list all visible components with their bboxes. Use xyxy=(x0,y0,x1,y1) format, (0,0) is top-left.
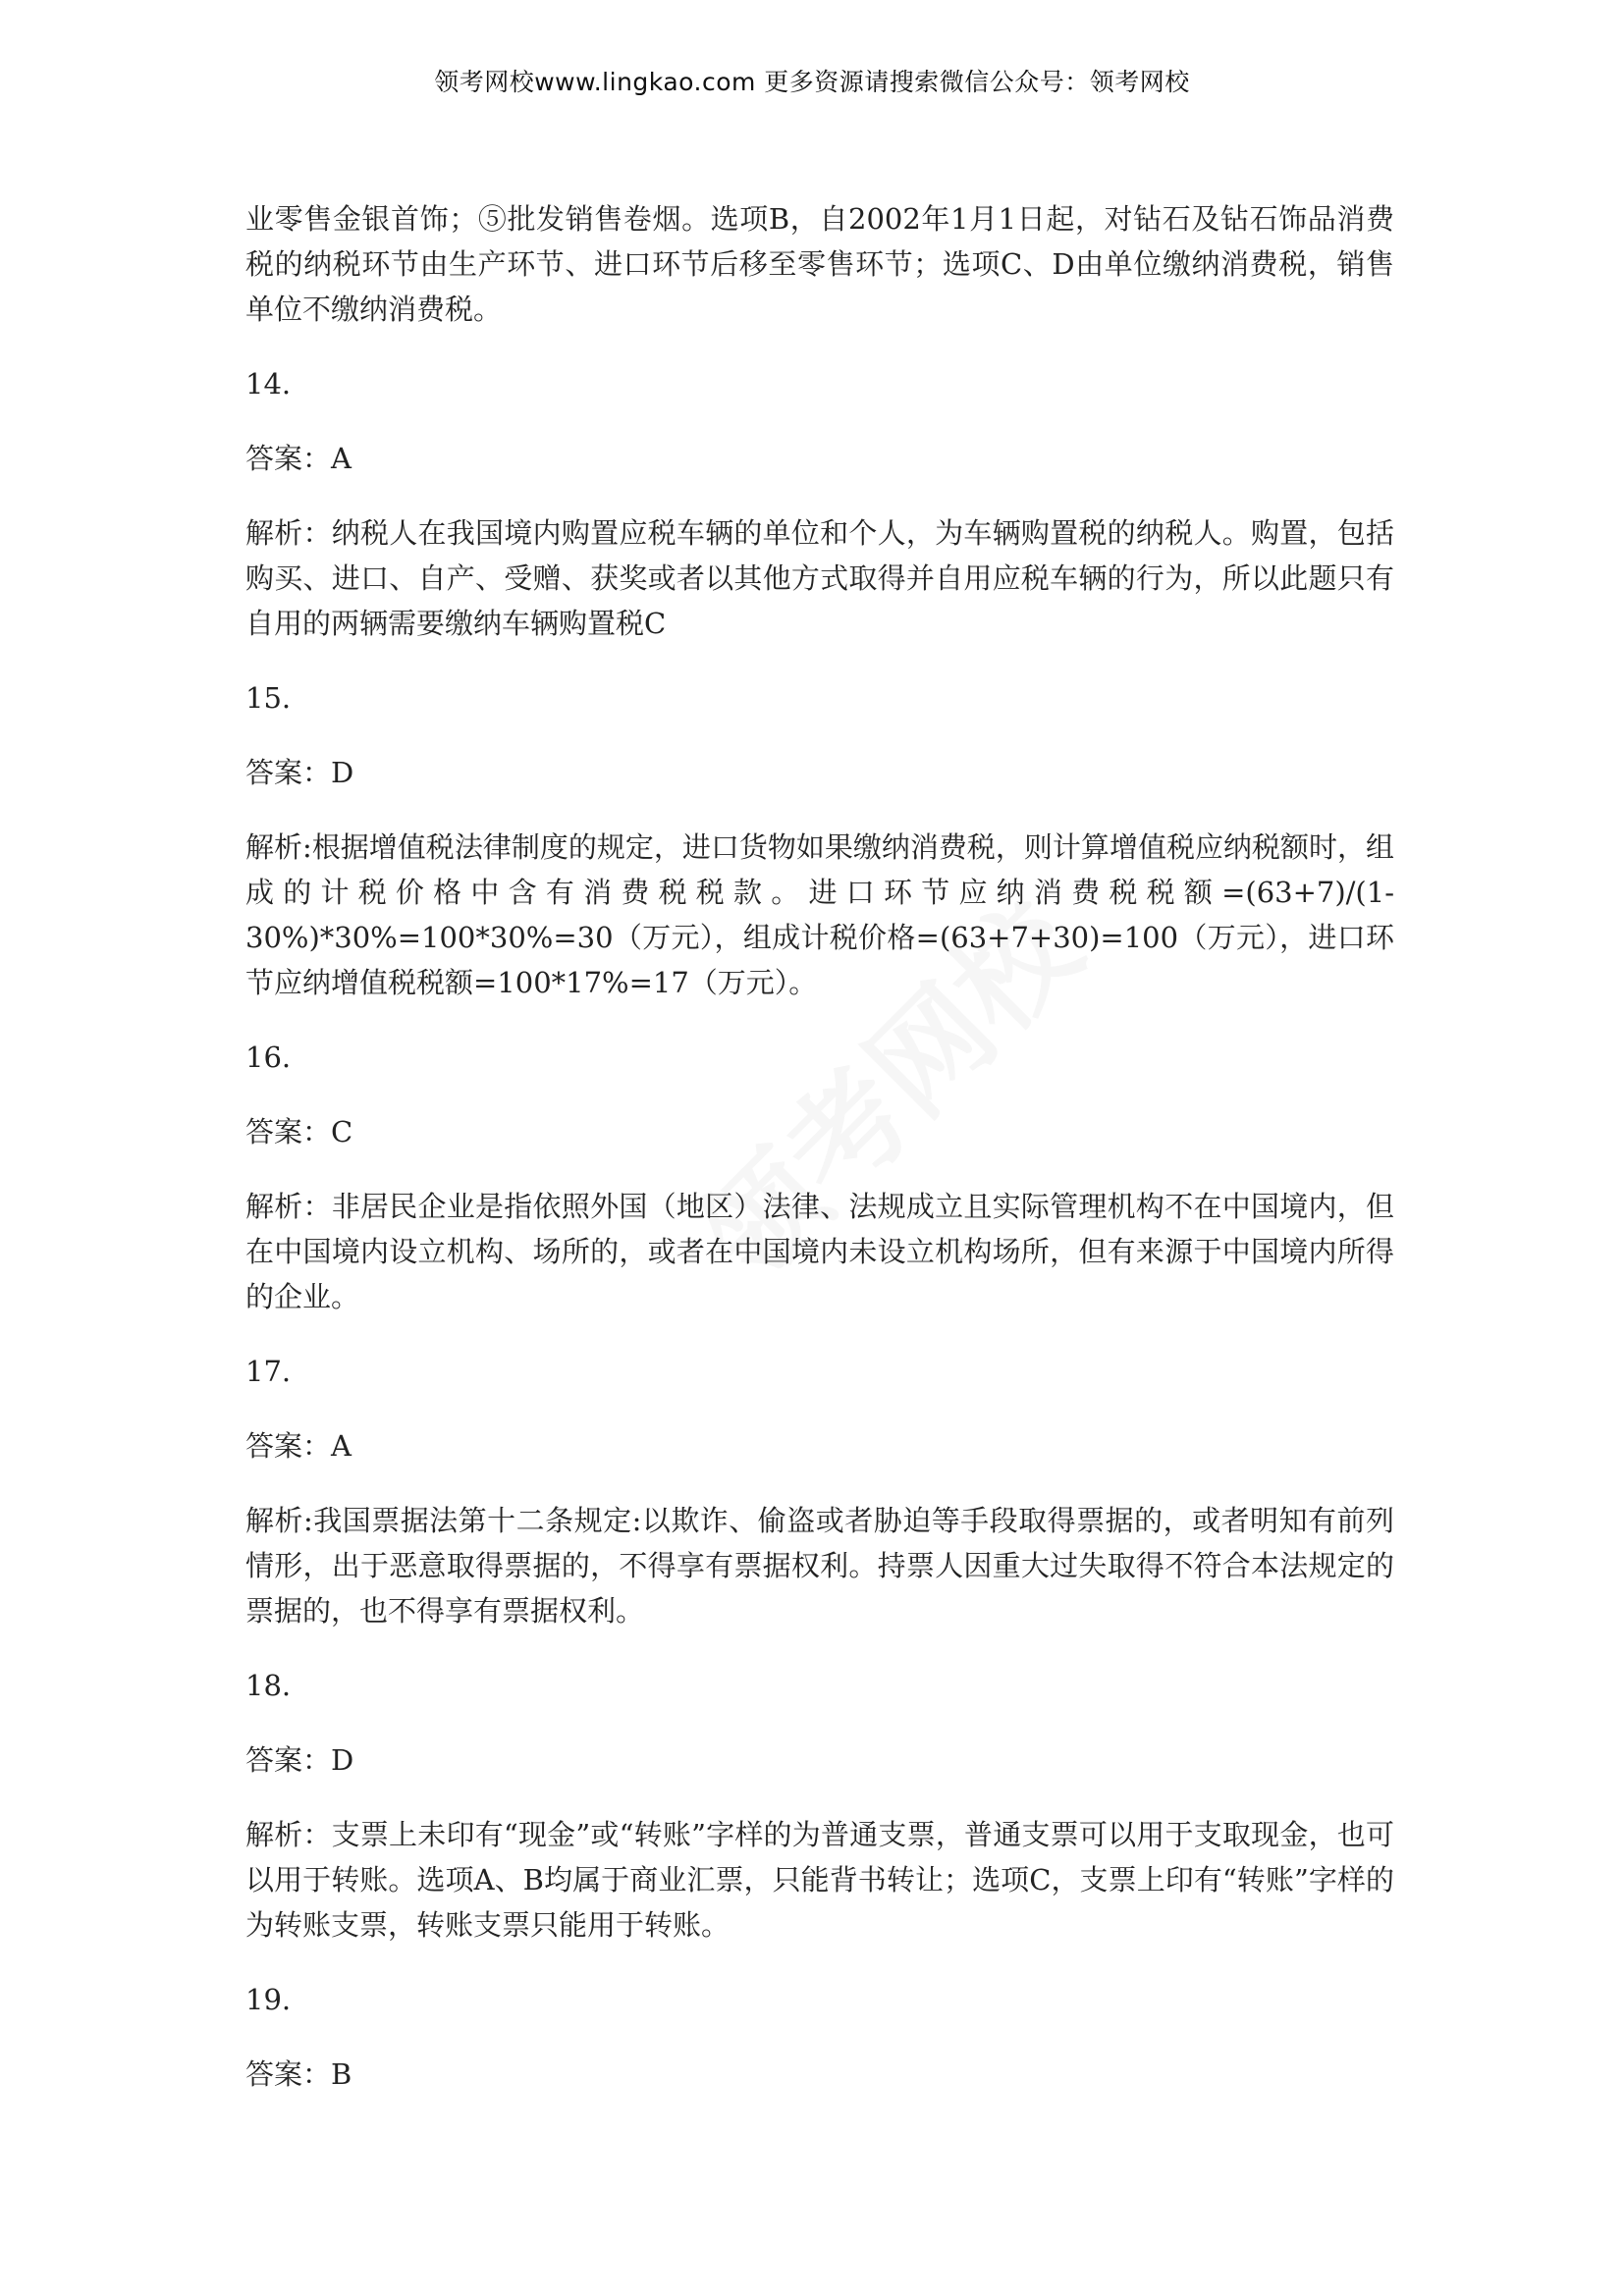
question-number: 17. xyxy=(245,1355,292,1388)
question-15-analysis-block xyxy=(245,825,1394,1005)
analysis-paragraph: 解析：非居民企业是指依照外国（地区）法律、法规成立且实际管理机构不在中国境内，但在中国境内设立机构、场所的，或者在中国境内未设立机构场所，但有来源于中国境内所得的企业。 xyxy=(245,1190,1394,1313)
answer-line: 答案：C xyxy=(245,1115,353,1148)
analysis-paragraph: 解析：支票上未印有“现金”或“转账”字样的为普通支票，普通支票可以用于支取现金，也可以用于转账。选项A、B均属于商业汇票，只能背书转让；选项C，支票上印有“转账”字样的为转账支票，转账支票只能用于转账。 xyxy=(245,1818,1394,1942)
question-16-answer-block xyxy=(245,1109,1394,1154)
question-19-number-block xyxy=(245,1977,1394,2022)
page-header: 领考网校www.lingkao.com 更多资源请搜索微信公众号：领考网校 xyxy=(434,68,1190,96)
analysis-paragraph: 解析:我国票据法第十二条规定:以欺诈、偷盗或者胁迫等手段取得票据的，或者明知有前列情形，出于恶意取得票据的，不得享有票据权利。持票人因重大过失取得不符合本法规定的票据的，也不得享有票据权利。 xyxy=(245,1504,1394,1628)
question-number: 15. xyxy=(245,681,292,715)
question-number: 16. xyxy=(245,1041,292,1074)
question-16-analysis-block xyxy=(245,1184,1394,1319)
answer-line: 答案：A xyxy=(245,442,352,475)
question-19-answer-block xyxy=(245,2052,1394,2097)
analysis-paragraph: 解析：纳税人在我国境内购置应税车辆的单位和个人，为车辆购置税的纳税人。购置，包括购买、进口、自产、受赠、获奖或者以其他方式取得并自用应税车辆的行为，所以此题只有自用的两辆需要缴纳车辆购置税C xyxy=(245,516,1394,640)
question-16-number-block xyxy=(245,1035,1394,1080)
question-15-number-block xyxy=(245,675,1394,721)
question-17-number-block xyxy=(245,1349,1394,1394)
answer-line: 答案：A xyxy=(245,1429,352,1463)
question-14-number-block xyxy=(245,361,1394,406)
question-18-answer-block xyxy=(245,1737,1394,1783)
question-18-number-block xyxy=(245,1663,1394,1708)
intro-paragraph: 业零售金银首饰；⑤批发销售卷烟。选项B，自2002年1月1日起，对钻石及钻石饰品消费税的纳税环节由生产环节、进口环节后移至零售环节；选项C、D由单位缴纳消费税，销售单位不缴纳消费税。 xyxy=(245,202,1394,326)
question-17-analysis-block xyxy=(245,1498,1394,1633)
question-17-answer-block xyxy=(245,1423,1394,1468)
answer-line: 答案：D xyxy=(245,1743,354,1777)
answer-line: 答案：B xyxy=(245,2057,352,2091)
answer-line: 答案：D xyxy=(245,756,354,789)
question-number: 18. xyxy=(245,1669,292,1702)
question-number: 14. xyxy=(245,367,292,400)
question-14-answer-block xyxy=(245,436,1394,481)
question-15-answer-block xyxy=(245,750,1394,795)
question-18-analysis-block xyxy=(245,1812,1394,1948)
question-number: 19. xyxy=(245,1983,292,2016)
intro-block xyxy=(245,196,1394,332)
document-body xyxy=(245,196,1394,2126)
question-14-analysis-block xyxy=(245,510,1394,646)
analysis-paragraph: 解析:根据增值税法律制度的规定，进口货物如果缴纳消费税，则计算增值税应纳税额时，组成的计税价格中含有消费税税款。进口环节应纳消费税税额=(63+7)/(1-30%)*30%=100*30%=30（万元），组成计税价格=(63+7+30)=100（万元），进口环节应纳增值税税额=100*17%=17（万元）。 xyxy=(245,830,1394,999)
